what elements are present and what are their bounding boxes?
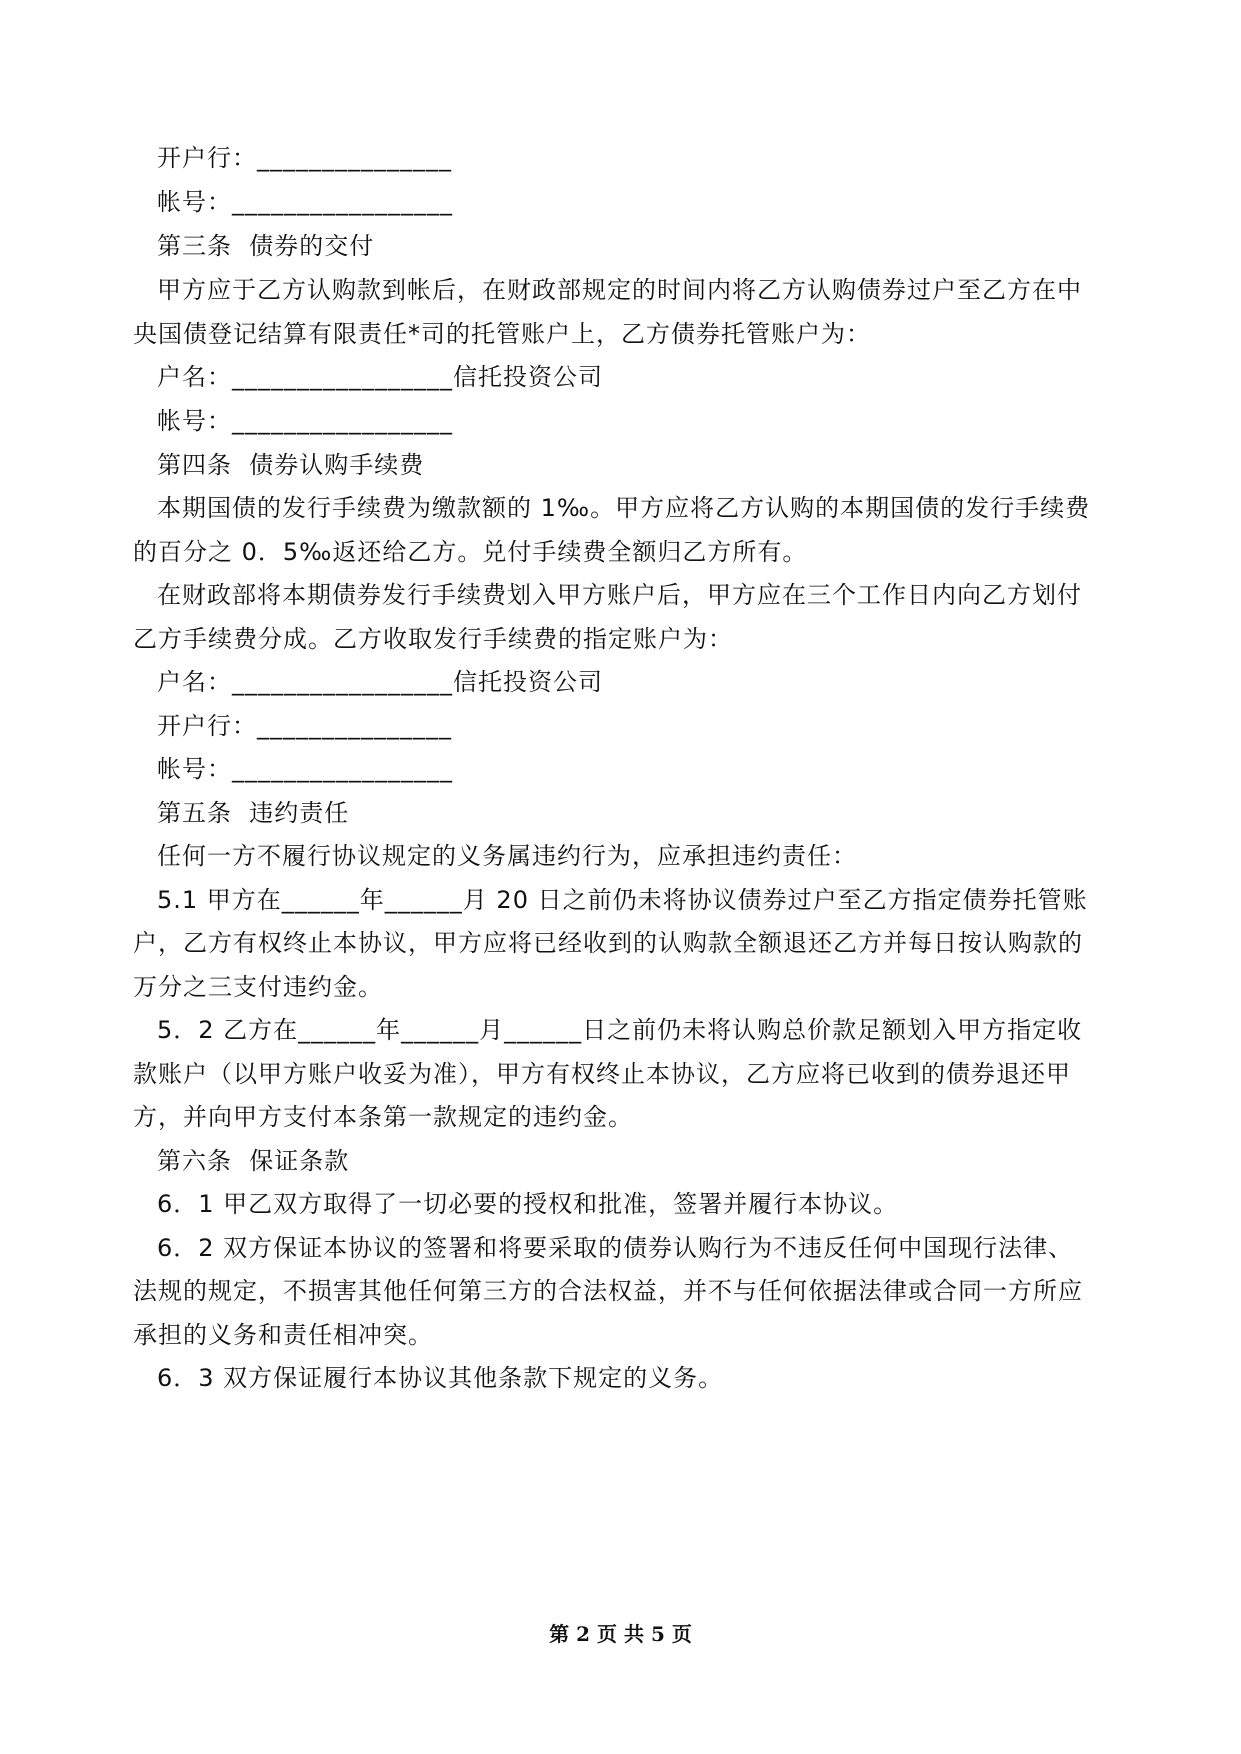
section-heading-6: 第六条 保证条款 — [157, 1147, 350, 1175]
paragraph-line: 央国债登记结算有限责任*司的托管账户上，乙方债券托管账户为： — [133, 320, 871, 348]
bank-line-1: 开户行：_______________ — [157, 144, 452, 172]
account-line-3: 帐号：_________________ — [157, 755, 453, 783]
clause-5-1-line: 5.1 甲方在______年______月 20 日之前仍未将协议债券过户至乙方指定债券托管账 — [157, 886, 1088, 914]
paragraph-line: 任何一方不履行协议规定的义务属违约行为，应承担违约责任： — [157, 842, 857, 870]
clause-6-1-line: 6．1 甲乙双方取得了一切必要的授权和批准，签署并履行本协议。 — [157, 1190, 899, 1218]
clause-5-2-line: 款账户（以甲方账户收妥为准），甲方有权终止本协议，乙方应将已收到的债券退还甲 — [133, 1060, 1071, 1088]
clause-5-1-line: 户，乙方有权终止本协议，甲方应将已经收到的认购款全额退还乙方并每日按认购款的 — [133, 929, 1083, 957]
clause-6-2-line: 法规的规定，不损害其他任何第三方的合法权益，并不与任何依据法律或合同一方所应 — [133, 1277, 1083, 1305]
account-line-2: 帐号：_________________ — [157, 407, 453, 435]
account-name-line-2: 户名：_________________信托投资公司 — [157, 668, 603, 696]
clause-5-1-line: 万分之三支付违约金。 — [133, 973, 383, 1001]
paragraph-line: 的百分之 0．5‰返还给乙方。兑付手续费全额归乙方所有。 — [133, 538, 808, 566]
clause-5-2-line: 方，并向甲方支付本条第一款规定的违约金。 — [133, 1103, 633, 1131]
section-heading-3: 第三条 债券的交付 — [157, 232, 375, 260]
bank-line-2: 开户行：_______________ — [157, 712, 452, 740]
section-heading-4: 第四条 债券认购手续费 — [157, 451, 425, 479]
account-name-line-1: 户名：_________________信托投资公司 — [157, 363, 603, 391]
paragraph-line: 本期国债的发行手续费为缴款额的 1‰。甲方应将乙方认购的本期国债的发行手续费 — [157, 494, 1091, 522]
clause-6-2-line: 承担的义务和责任相冲突。 — [133, 1321, 433, 1349]
account-line-1: 帐号：_________________ — [157, 188, 453, 216]
paragraph-line: 在财政部将本期债券发行手续费划入甲方账户后，甲方应在三个工作日内向乙方划付 — [157, 581, 1082, 609]
clause-5-2-line: 5．2 乙方在______年______月______日之前仍未将认购总价款足额划入甲方指定收 — [157, 1016, 1083, 1044]
paragraph-line: 乙方手续费分成。乙方收取发行手续费的指定账户为： — [133, 625, 733, 653]
page-number-footer: 第 2 页 共 5 页 — [549, 1622, 692, 1646]
section-heading-5: 第五条 违约责任 — [157, 799, 350, 827]
clause-6-3-line: 6．3 双方保证履行本协议其他条款下规定的义务。 — [157, 1364, 724, 1392]
paragraph-line: 甲方应于乙方认购款到帐后，在财政部规定的时间内将乙方认购债券过户至乙方在中 — [157, 276, 1082, 304]
clause-6-2-line: 6．2 双方保证本协议的签署和将要采取的债券认购行为不违反任何中国现行法律、 — [157, 1234, 1074, 1262]
